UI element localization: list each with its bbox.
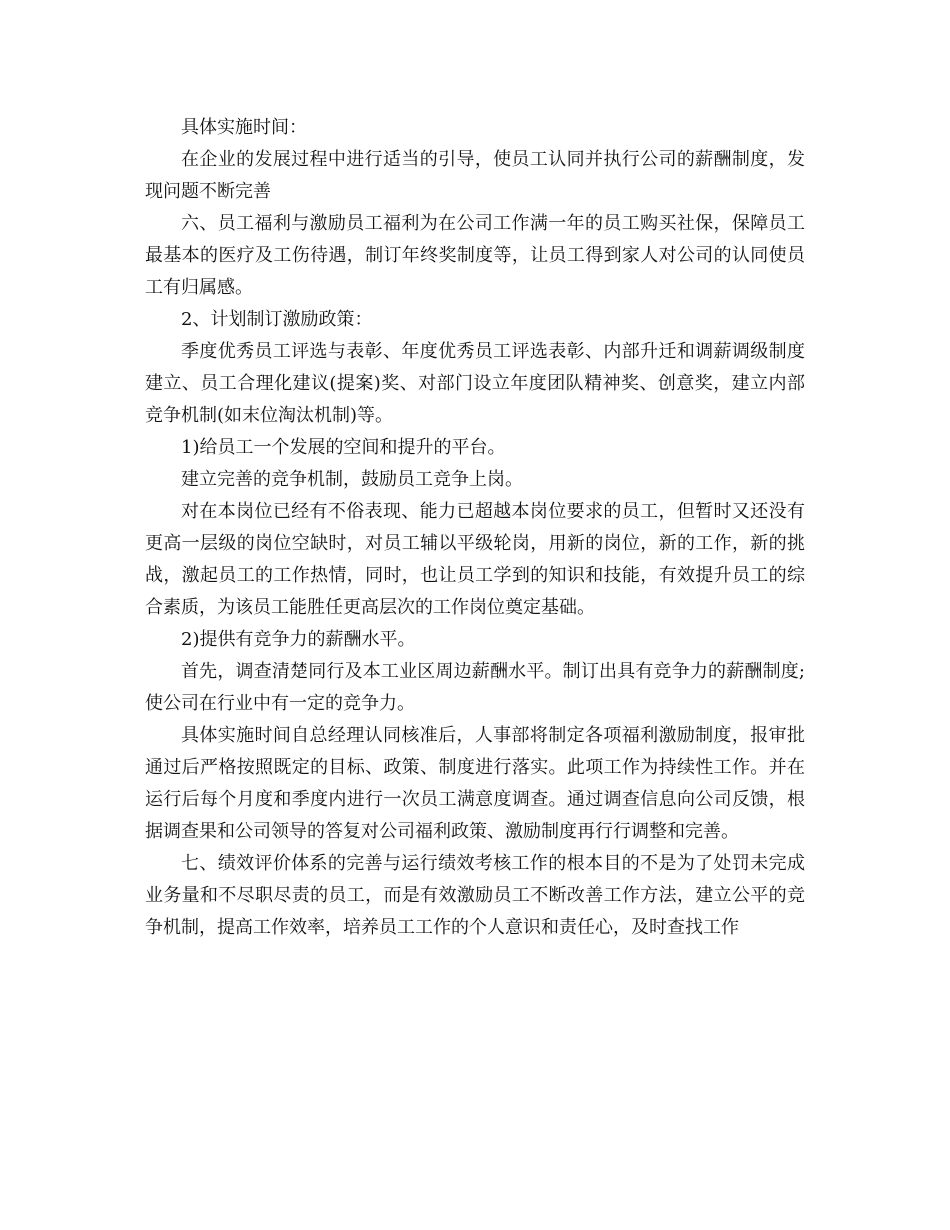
paragraph-development-space: 1)给员工一个发展的空间和提升的平台。 xyxy=(181,437,506,458)
paragraph-incentive-policy-heading: 2、计划制订激励政策： xyxy=(181,309,373,330)
paragraph-job-rotation: 对在本岗位已经有不俗表现、能力已超越本岗位要求的员工，但暂时又还没有更高一层级的岗位空缺时，对员工辅以平级轮岗，用新的岗位，新的工作，新的挑战，激起员工的工作热情，同时，也让员工学到的知识和技能，有效提升员工的综合素质，为该员工能胜任更高层次的工作岗位奠定基础。 xyxy=(145,501,805,618)
document-body xyxy=(145,112,805,944)
paragraph-section-six-benefits: 六、员工福利与激励员工福利为在公司工作满一年的员工购买社保，保障员工最基本的医疗及工伤待遇，制订年终奖制度等，让员工得到家人对公司的认同使员工有归属感。 xyxy=(145,213,805,298)
paragraph-competitive-pay-heading: 2)提供有竞争力的薪酬水平。 xyxy=(181,629,416,650)
paragraph-guidance: 在企业的发展过程中进行适当的引导，使员工认同并执行公司的薪酬制度，发现问题不断完善 xyxy=(145,149,805,202)
paragraph-section-seven-performance: 七、绩效评价体系的完善与运行绩效考核工作的根本目的不是为了处罚未完成业务量和不尽职尽责的员工，而是有效激励员工不断改善工作方法，建立公平的竞争机制，提高工作效率，培养员工工作的个人意识和责任心，及时查找工作 xyxy=(145,853,805,938)
paragraph-implementation-details: 具体实施时间自总经理认同核准后，人事部将制定各项福利激励制度，报审批通过后严格按照既定的目标、政策、制度进行落实。此项工作为持续性工作。并在运行后每个月度和季度内进行一次员工满意度调查。通过调查信息向公司反馈，根据调查果和公司领导的答复对公司福利政策、激励制度再行行调整和完善。 xyxy=(145,725,805,842)
paragraph-competition-mechanism: 建立完善的竞争机制，鼓励员工竞争上岗。 xyxy=(181,469,523,490)
paragraph-incentive-policy-list: 季度优秀员工评选与表彰、年度优秀员工评选表彰、内部升迁和调薪调级制度建立、员工合理化建议(提案)奖、对部门设立年度团队精神奖、创意奖，建立内部竞争机制(如末位淘汰机制)等。 xyxy=(145,341,805,426)
paragraph-salary-survey: 首先，调查清楚同行及本工业区周边薪酬水平。制订出具有竞争力的薪酬制度;使公司在行业中有一定的竞争力。 xyxy=(145,661,805,714)
paragraph-implementation-time-heading: 具体实施时间： xyxy=(181,117,307,138)
